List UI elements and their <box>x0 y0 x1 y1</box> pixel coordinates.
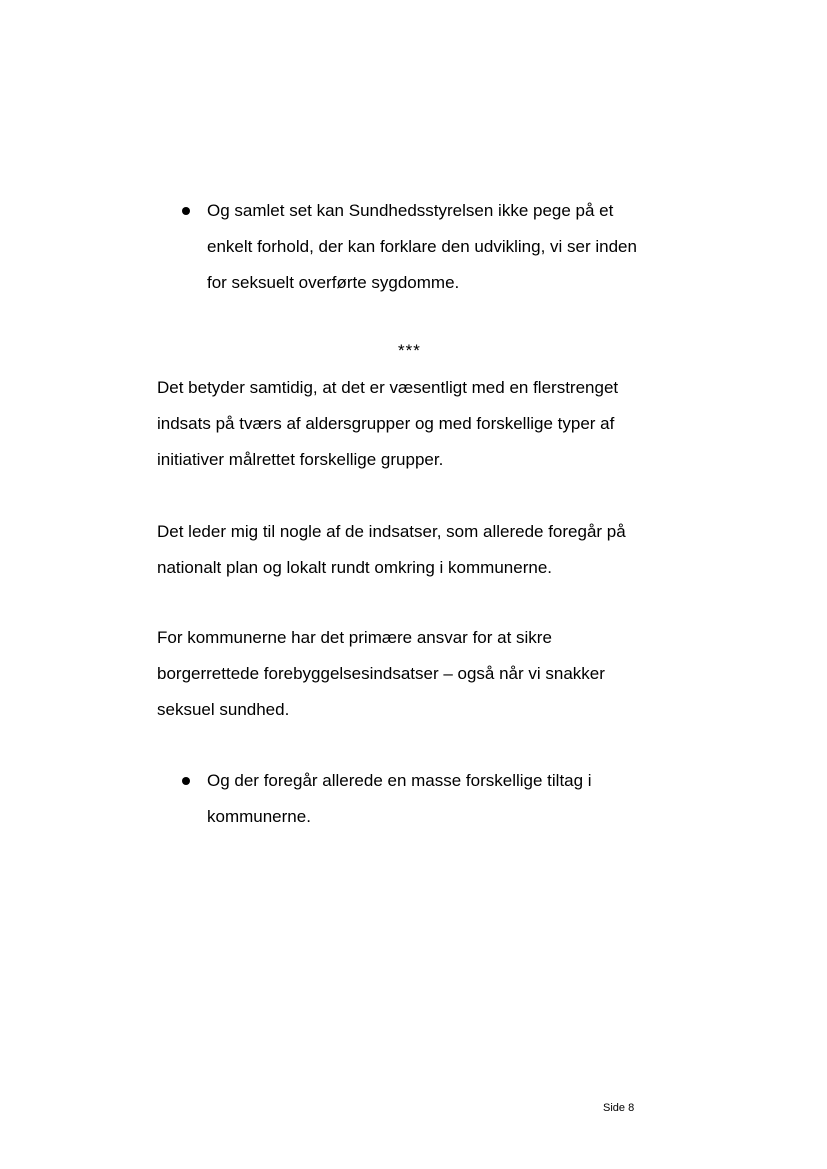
paragraph-1 <box>157 370 697 478</box>
text-line: initiativer målrettet forskellige grupper. <box>157 450 444 469</box>
text-line: Og samlet set kan Sundhedsstyrelsen ikke pege på et <box>207 201 614 220</box>
text-line: Det betyder samtidig, at det er væsentligt med en flerstrenget <box>157 378 619 397</box>
section-divider: *** <box>398 341 421 360</box>
text-line: borgerrettede forebyggelsesindsatser – også når vi snakker <box>157 664 605 683</box>
bullet-icon <box>182 777 190 785</box>
bullet-icon <box>182 207 190 215</box>
text-line: Det leder mig til nogle af de indsatser, som allerede foregår på <box>157 522 626 541</box>
text-line: nationalt plan og lokalt rundt omkring i kommunerne. <box>157 558 552 577</box>
text-line: Og der foregår allerede en masse forskellige tiltag i <box>207 771 592 790</box>
paragraph-3 <box>157 620 697 728</box>
text-line: enkelt forhold, der kan forklare den udvikling, vi ser inden <box>207 237 637 256</box>
text-line: For kommunerne har det primære ansvar for at sikre <box>157 628 552 647</box>
bullet-text <box>207 763 592 835</box>
text-line: indsats på tværs af aldersgrupper og med forskellige typer af <box>157 414 615 433</box>
bullet-text <box>207 193 637 301</box>
page-number: Side 8 <box>603 1102 635 1114</box>
text-line: seksuel sundhed. <box>157 700 290 719</box>
text-line: for seksuelt overførte sygdomme. <box>207 273 460 292</box>
paragraph-2 <box>157 514 697 586</box>
text-line: kommunerne. <box>207 807 311 826</box>
